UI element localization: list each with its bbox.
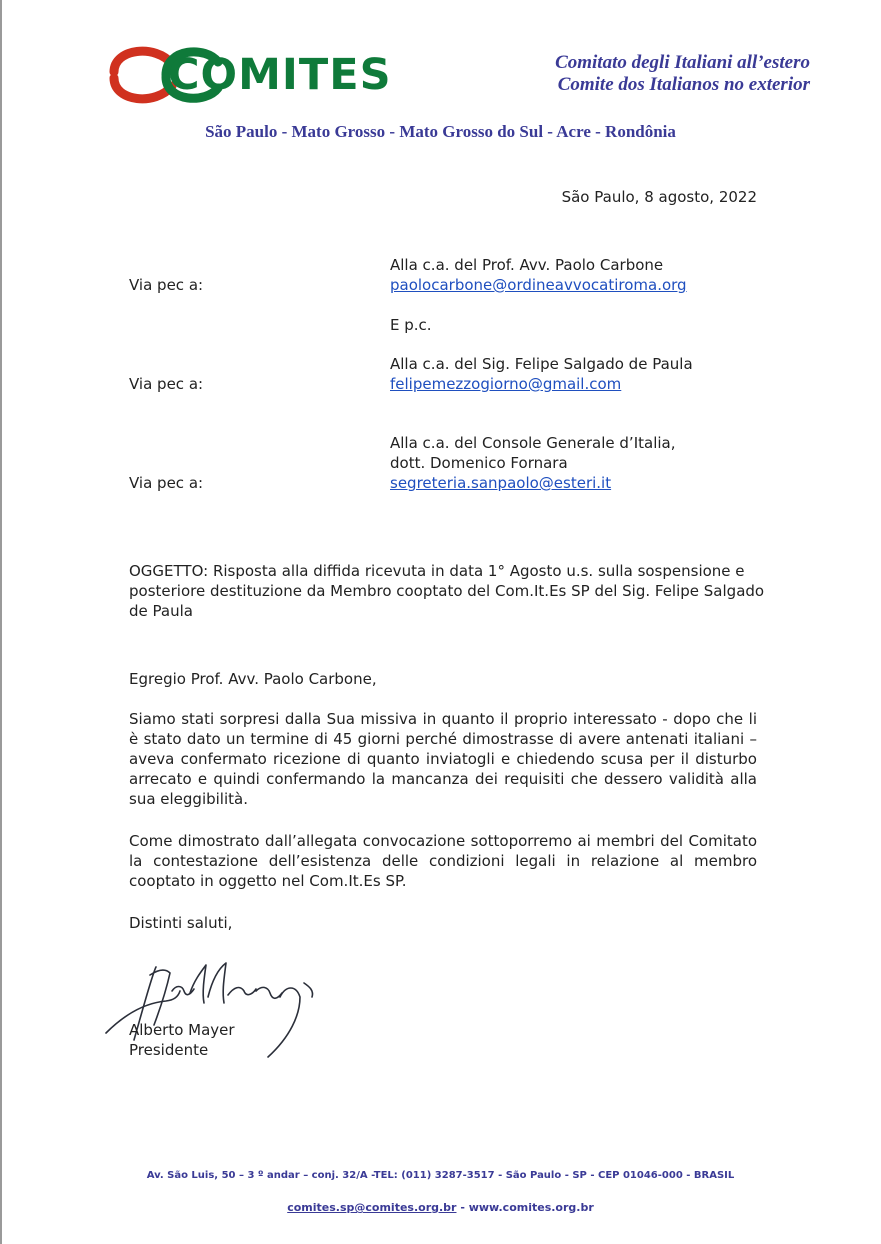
letter-date: São Paulo, 8 agosto, 2022 bbox=[561, 188, 757, 206]
salutation: Egregio Prof. Avv. Paolo Carbone, bbox=[129, 670, 377, 688]
recipient-1-via: Via pec a: bbox=[129, 276, 204, 294]
footer-website-link[interactable]: www.comites.org.br bbox=[468, 1201, 594, 1214]
recipient-2-line: Alla c.a. del Sig. Felipe Salgado de Paula bbox=[390, 355, 693, 373]
recipient-1-line: Alla c.a. del Prof. Avv. Paolo Carbone bbox=[390, 256, 664, 274]
organization-name bbox=[480, 52, 810, 96]
footer-email-link[interactable]: comites.sp@comites.org.br bbox=[287, 1201, 457, 1214]
letter-subject: OGGETTO: Risposta alla diffida ricevuta in data 1° Agosto u.s. sulla sospensione e posteriore destituzione da Membro cooptato del Com.It.Es SP del Sig. Felipe Salgado de Paula bbox=[129, 562, 765, 620]
signer-title: Presidente bbox=[129, 1041, 209, 1059]
recipient-3-via: Via pec a: bbox=[129, 474, 204, 492]
epc-label: E p.c. bbox=[390, 316, 432, 334]
jurisdiction-states: São Paulo - Mato Grosso - Mato Grosso do Sul - Acre - Rondônia bbox=[205, 122, 676, 141]
recipient-2-email-link[interactable]: felipemezzogiorno@gmail.com bbox=[390, 375, 622, 393]
recipient-3-line-1: Alla c.a. del Console Generale d’Italia, bbox=[390, 434, 676, 452]
closing: Distinti saluti, bbox=[129, 914, 233, 932]
recipient-2-via: Via pec a: bbox=[129, 375, 204, 393]
organization-name-italian: Comitato degli Italiani all’estero bbox=[555, 52, 810, 73]
recipient-3-email-link[interactable]: segreteria.sanpaolo@esteri.it bbox=[390, 474, 612, 492]
logo-wordmark: COMITES bbox=[168, 50, 392, 100]
body-paragraph-1: Siamo stati sorpresi dalla Sua missiva in quanto il proprio interessato - dopo che li è stato dato un termine di 45 giorni perché dimostrasse di avere antenati italiani – aveva confermato ricezione di quanto inviatogli e chiedendo scusa per il disturbo arrecato e quindi confermando la mancanza dei requisiti che dessero validità alla sua eleggibilità. bbox=[129, 710, 757, 808]
recipient-1-email-link[interactable]: paolocarbone@ordineavvocatiroma.org bbox=[390, 276, 687, 294]
organization-name-portuguese: Comite dos Italianos no exterior bbox=[557, 74, 810, 95]
signer-name: Alberto Mayer bbox=[129, 1021, 235, 1039]
footer-separator: - bbox=[456, 1201, 469, 1214]
recipient-3-line-2: dott. Domenico Fornara bbox=[390, 454, 568, 472]
footer-address: Av. São Luis, 50 – 3 º andar – conj. 32/A -TEL: (011) 3287-3517 - São Paulo - SP - CEP 01046-000 - BRASIL bbox=[146, 1170, 735, 1181]
footer-contacts bbox=[0, 1201, 881, 1214]
body-paragraph-2: Come dimostrato dall’allegata convocazione sottoporremo ai membri del Comitato la contestazione dell’esistenza delle condizioni legali in relazione al membro cooptato in oggetto nel Com.It.Es SP. bbox=[129, 832, 757, 890]
page-border bbox=[0, 0, 2, 1244]
